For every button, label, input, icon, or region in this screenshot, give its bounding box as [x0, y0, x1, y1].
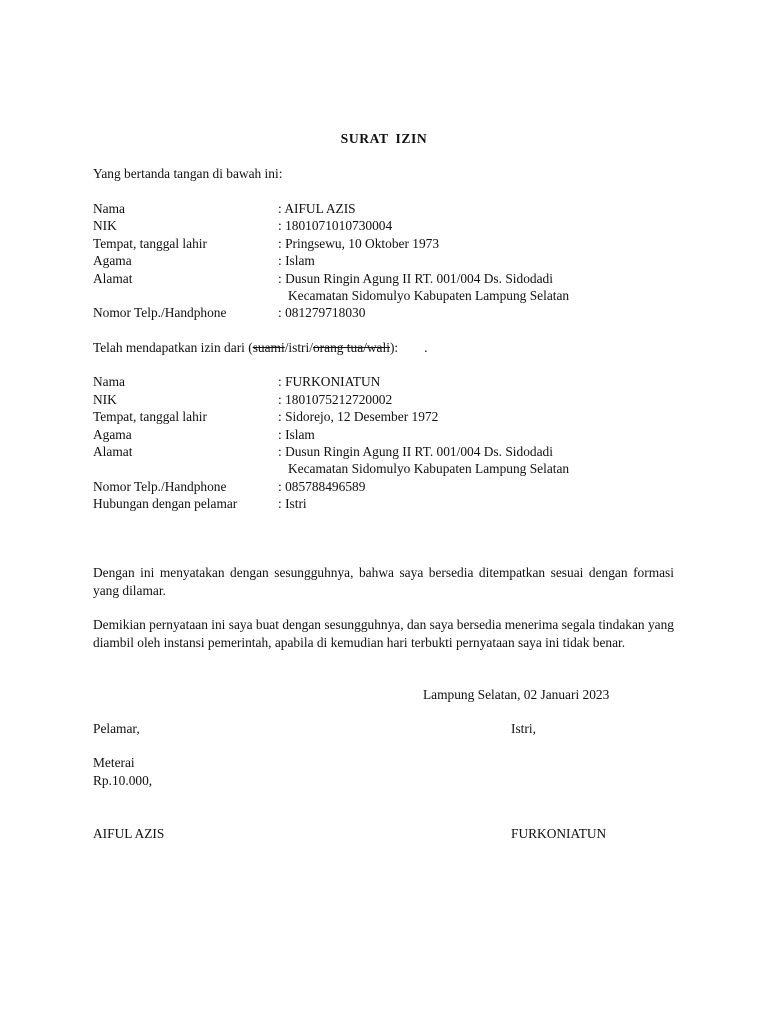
applicant-nik-label: NIK	[93, 218, 117, 233]
spouse-religion-value: : Islam	[278, 427, 315, 442]
statement-paragraph-2: Demikian pernyataan ini saya buat dengan sesungguhnya, dan saya bersedia menerima segala tindakan yang diambil oleh instansi pemerintah, apabila di kemudian hari terbukti pernyataan saya ini tidak benar.	[93, 617, 674, 650]
applicant-birth-label: Tempat, tanggal lahir	[93, 236, 207, 251]
spouse-religion-label: Agama	[93, 427, 132, 442]
permission-option-ortu: orang tua/wali	[312, 340, 390, 355]
permission-prefix: Telah mendapatkan izin dari (	[93, 340, 253, 355]
permission-option-suami: suami	[252, 340, 285, 355]
document-title: SURAT IZIN	[340, 131, 428, 146]
place-date: Lampung Selatan, 02 Januari 2023	[423, 687, 610, 702]
spouse-phone-label: Nomor Telp./Handphone	[93, 479, 227, 494]
applicant-address-continued: Kecamatan Sidomulyo Kabupaten Lampung Selatan	[288, 288, 570, 303]
applicant-name-label: Nama	[93, 201, 125, 216]
stamp-duty-label: Meterai	[93, 755, 135, 770]
signature-role-applicant: Pelamar,	[93, 721, 140, 736]
spouse-address-value: : Dusun Ringin Agung II RT. 001/004 Ds. Sidodadi	[278, 444, 553, 459]
signature-name-spouse: FURKONIATUN	[511, 826, 607, 841]
permission-option-istri: /istri/	[284, 340, 313, 355]
spouse-relation-value: : Istri	[278, 496, 307, 511]
spouse-nik-value: : 1801075212720002	[278, 392, 393, 407]
applicant-address-value: : Dusun Ringin Agung II RT. 001/004 Ds. Sidodadi	[278, 271, 553, 286]
spouse-birth-label: Tempat, tanggal lahir	[93, 409, 207, 424]
intro-text: Yang bertanda tangan di bawah ini:	[93, 166, 283, 181]
signature-name-applicant: AIFUL AZIS	[93, 826, 165, 841]
applicant-birth-value: : Pringsewu, 10 Oktober 1973	[278, 236, 440, 251]
spouse-name-label: Nama	[93, 374, 125, 389]
applicant-religion-label: Agama	[93, 253, 132, 268]
permission-line	[93, 339, 428, 356]
applicant-religion-value: : Islam	[278, 253, 315, 268]
applicant-phone-label: Nomor Telp./Handphone	[93, 305, 227, 320]
spouse-birth-value: : Sidorejo, 12 Desember 1972	[278, 409, 439, 424]
applicant-phone-value: : 081279718030	[278, 305, 366, 320]
spouse-name-value: : FURKONIATUN	[278, 374, 381, 389]
spouse-nik-label: NIK	[93, 392, 117, 407]
permission-trailing: .	[424, 340, 428, 355]
statement-paragraph-1: Dengan ini menyatakan dengan sesungguhnya, bahwa saya bersedia ditempatkan sesuai dengan formasi yang dilamar.	[93, 565, 674, 598]
applicant-address-label: Alamat	[93, 271, 133, 286]
applicant-name-value: : AIFUL AZIS	[278, 201, 356, 216]
signature-role-spouse: Istri,	[511, 721, 536, 736]
spouse-relation-label: Hubungan dengan pelamar	[93, 496, 238, 511]
applicant-nik-value: : 1801071010730004	[278, 218, 393, 233]
spouse-phone-value: : 085788496589	[278, 479, 366, 494]
permission-suffix: ):	[389, 340, 399, 355]
stamp-duty-amount: Rp.10.000,	[93, 773, 153, 788]
spouse-address-continued: Kecamatan Sidomulyo Kabupaten Lampung Selatan	[288, 461, 570, 476]
spouse-address-label: Alamat	[93, 444, 133, 459]
